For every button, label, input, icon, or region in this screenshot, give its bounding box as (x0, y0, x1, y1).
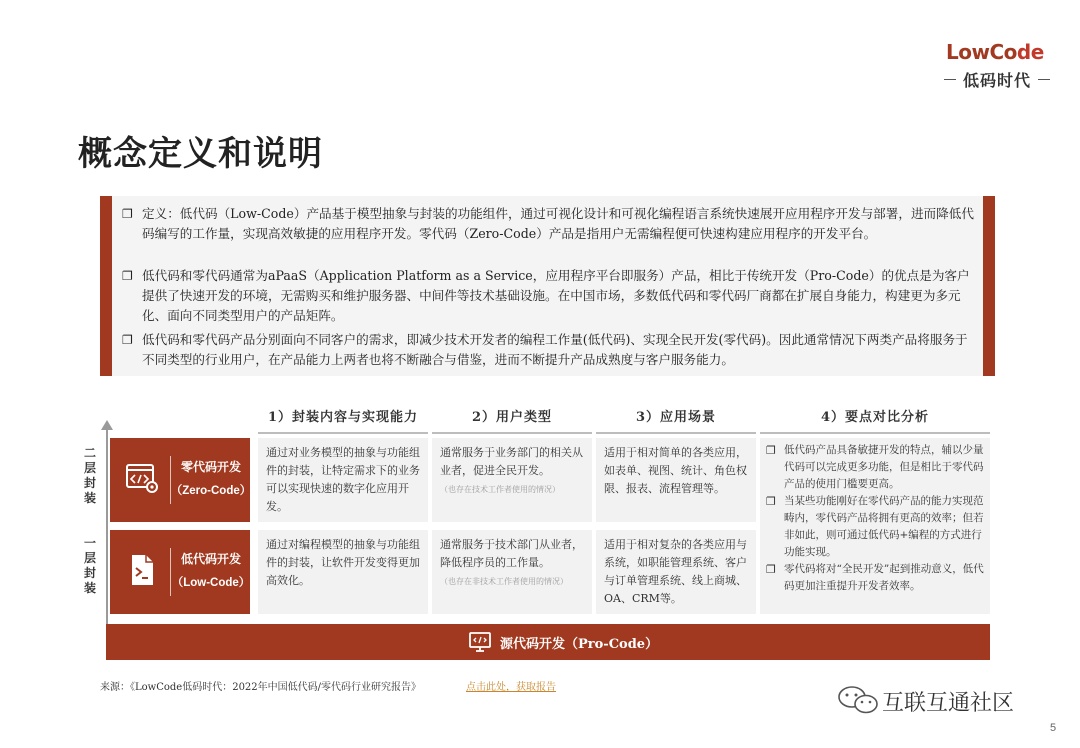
zero-code-icon (124, 460, 160, 496)
scenarios-cell: 适用于相对简单的各类应用，如表单、视图、统计、角色权限、报表、流程管理等。 (596, 438, 756, 522)
layer-axis (106, 428, 108, 628)
users-cell (432, 438, 592, 522)
users-note: （也存在非技术工作者使用的情况） (440, 577, 568, 586)
checkbox-icon: ❐ (122, 207, 133, 221)
comparison-text: 低代码产品具备敏捷开发的特点，辅以少量代码可以完成更多功能，但是相比于零代码产品的使用门槛要更高。 (784, 444, 984, 490)
checkbox-icon: ❐ (122, 269, 133, 283)
row-subtitle: （Low-Code） (171, 577, 251, 589)
capability-cell: 通过对编程模型的抽象与功能组件的封装，让软件开发变得更加高效化。 (258, 530, 428, 614)
definition-text: 低代码和零代码产品分别面向不同客户的需求，即减少技术开发者的编程工作量(低代码)、实现全民开发(零代码)。因此通常情况下两类产品将服务于不同类型的行业用户，在产品能力上两者也将不断融合与借鉴，进而不断提升产品成熟度与客户服务能力。 (142, 332, 968, 367)
column-underline (258, 432, 428, 434)
column-underline (596, 432, 756, 434)
comparison-text: 零代码将对“全民开发”起到推动意义，低代码更加注重提升开发者效率。 (784, 563, 984, 592)
logo-subtitle: 低码时代 (944, 68, 1050, 91)
logo-wordmark (946, 40, 1044, 64)
users-note: （也存在技术工作者使用的情况） (440, 485, 560, 494)
get-report-link[interactable]: 点击此处，获取报告 (466, 682, 556, 693)
comparison-item (766, 442, 984, 493)
scenarios-cell: 适用于相对复杂的各类应用与系统，如职能管理系统、客户与订单管理系统、线上商城、OA、CRM等。 (596, 530, 756, 614)
comparison-cell (760, 438, 990, 614)
layer-label-upper: 二层封装 (83, 446, 96, 505)
column-header-scenarios: 3）应用场景 (635, 410, 717, 425)
comparison-item (766, 561, 984, 595)
row-subtitle: （Zero-Code） (170, 485, 252, 497)
pro-code-label: 源代码开发（Pro-Code） (500, 637, 659, 652)
comparison-text: 当某些功能刚好在零代码产品的能力实现范畴内，零代码产品将拥有更高的效率；但若非如此，则可通过低代码+编程的方式进行功能实现。 (784, 495, 984, 558)
column-underline (432, 432, 592, 434)
logo-wordmark-b: de (1016, 40, 1044, 64)
panel-accent-left (100, 196, 112, 376)
row-header-low-code (110, 530, 250, 614)
definition-text: 低代码和零代码通常为aPaaS（Application Platform as a Service，应用程序平台即服务）产品，相比于传统开发（Pro-Code）的优点是为客户提供了快速开发的环境，无需购买和维护服务器、中间件等技术基础设施。在中国市场，多数低代码和零代码厂商都在扩展自身能力，构建更为多元化、面向不同类型用户的产品矩阵。 (142, 268, 970, 323)
definition-text: 定义：低代码（Low-Code）产品基于模型抽象与封装的功能组件，通过可视化设计和可视化编程语言系统快速展开应用程序开发与部署，进而降低代码编写的工作量，实现高效敏捷的应用程序开发。零代码（Zero-Code）产品是指用户无需编程便可快速构建应用程序的开发平台。 (142, 206, 974, 241)
source-note: 来源：《LowCode低码时代：2022年中国低代码/零代码行业研究报告》 (100, 682, 422, 693)
definition-item (124, 330, 979, 370)
row-header-zero-code (110, 438, 250, 522)
users-cell (432, 530, 592, 614)
layer-label-lower: 一层封装 (83, 536, 96, 595)
page-title: 概念定义和说明 (78, 134, 323, 174)
definition-item (124, 204, 979, 244)
low-code-icon (124, 552, 160, 588)
checkbox-icon: ❐ (766, 495, 776, 508)
column-header-users: 2）用户类型 (471, 410, 553, 425)
comparison-item (766, 493, 984, 561)
column-header-comparison: 4）要点对比分析 (820, 410, 930, 425)
capability-cell: 通过对业务模型的抽象与功能组件的封装，让特定需求下的业务可以实现快速的数字化应用开发。 (258, 438, 428, 522)
checkbox-icon: ❐ (766, 444, 776, 457)
users-text: 通常服务于业务部门的相关从业者，促进全民开发。 (440, 446, 583, 477)
pro-code-icon (468, 630, 492, 654)
wechat-icon (836, 684, 880, 716)
column-header-capability: 1）封装内容与实现能力 (267, 410, 419, 425)
panel-accent-right (983, 196, 995, 376)
definition-panel (100, 196, 995, 376)
brand-logo (944, 40, 1054, 92)
watermark-text: 互联互通社区 (882, 691, 1015, 716)
row-title: 低代码开发 (180, 552, 241, 566)
checkbox-icon: ❐ (766, 563, 776, 576)
pro-code-bar (106, 624, 990, 660)
page-number: 5 (1050, 722, 1057, 734)
checkbox-icon: ❐ (122, 333, 133, 347)
definition-item (124, 266, 979, 326)
column-underline (760, 432, 990, 434)
users-text: 通常服务于技术部门从业者，降低程序员的工作量。 (440, 538, 583, 569)
row-title: 零代码开发 (180, 460, 241, 474)
logo-wordmark-a: LowCo (946, 40, 1017, 64)
